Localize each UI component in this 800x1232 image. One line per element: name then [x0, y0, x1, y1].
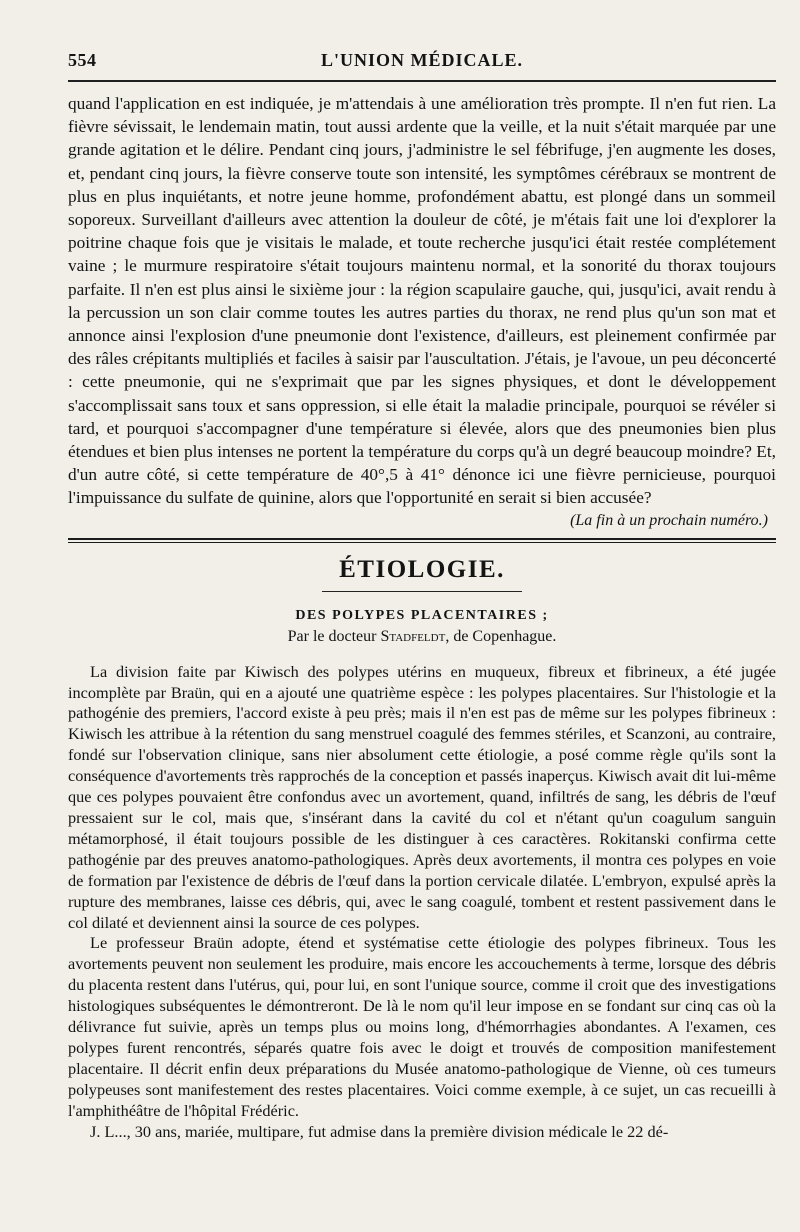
article-paragraph-2: Le professeur Braün adopte, étend et systématise cette étiologie des polypes fibrineux. Tous les avortements peuvent non seulement les produire, mais encore les accouchements à terme, lorsque des débris du placenta restent dans l'utérus, qui, pour lui, en sont l'unique source, comme il croit que des investigations histologiques subséquentes le démontreront. De là le nom qu'il leur impose en se fondant sur cinq cas où la délivrance fut suivie, après un temps plus ou moins long, d'hémorrhagies abondantes. A l'examen, ces polypes furent rencontrés, séparés quatre fois avec le doigt et trouvés de composition manifestement placentaire. Il décrit enfin deux préparations du Musée anatomo-pathologique de Vienne, où ces tumeurs polypeuses sont manifestement des restes placentaires. Voici comme exemple, à ce sujet, un cas recueilli à l'amphithéâtre de l'hôpital Frédéric. — [68, 933, 776, 1120]
article-paragraph-3: J. L..., 30 ans, mariée, multipare, fut admise dans la première division médicale le 22 dé- — [90, 1121, 669, 1141]
byline-author: Stadfeldt — [380, 627, 446, 645]
title-rule — [322, 591, 522, 592]
journal-title: L'UNION MÉDICALE. — [320, 50, 524, 70]
page-number: 554 — [68, 50, 97, 70]
article-byline — [68, 626, 776, 648]
section-divider — [68, 538, 776, 543]
running-head — [68, 42, 776, 80]
section-title: ÉTIOLOGIE. — [339, 555, 505, 583]
continuation-note: (La fin à un prochain numéro.) — [570, 511, 768, 529]
continued-article — [68, 92, 776, 510]
article-title: DES POLYPES PLACENTAIRES ; — [295, 607, 549, 623]
header-rule — [68, 80, 776, 82]
continued-paragraph: quand l'application en est indiquée, je m'attendais à une amélioration très prompte. Il n'en fut rien. La fièvre sévissait, le lendemain matin, tout aussi ardente que la veille, et la nuit s'était marquée par une grande agitation et le délire. Pendant cinq jours, j'administre le sel fébrifuge, j'en augmente les doses, et, pendant cinq jours, la fièvre conserve toute son intensité, les symptômes cérébraux se montrent de plus en plus inquiétants, et notre jeune homme, profondément abattu, est plongé dans un sommeil soporeux. Surveillant d'ailleurs avec attention la douleur de côté, je m'étais fait une loi d'explorer la poitrine chaque fois que je visitais le malade, et toute recherche jusqu'ici était restée complétement vaine ; le murmure respiratoire s'était toujours maintenu normal, et la sonorité du thorax toujours parfaite. Il n'en est plus ainsi le sixième jour : la région scapulaire gauche, qui, jusqu'ici, avait rendu à la percussion un son clair comme toutes les autres parties du thorax, ne rend plus qu'un son mat et annonce ainsi l'explosion d'une pneumonie dont l'existence, d'ailleurs, est pleinement confirmée par des râles crépitants multipliés et faciles à saisir par l'auscultation. J'étais, je l'avoue, un peu déconcerté : cette pneumonie, qui ne s'exprimait que par les signes physiques, et dont le développement s'accomplissait sans toux et sans oppression, si elle était la maladie principale, pourquoi se révéler si tard, et pourquoi s'accompagner d'une température si élevée, alors que des pneumonies bien plus étendues et bien plus intenses ne portent la température du corps qu'à un degré beaucoup moindre? Et, d'un autre côté, si cette température de 40°,5 à 41° dénonce ici une fièvre pernicieuse, pourquoi l'impuissance du sulfate de quinine, alors que l'opportunité en serait si bien accusée? — [68, 94, 776, 508]
byline-prefix: Par le docteur — [287, 627, 381, 645]
article-body — [68, 662, 776, 1143]
byline-suffix: , de Copenhague. — [445, 627, 557, 645]
article-paragraph-1: La division faite par Kiwisch des polypes utérins en muqueux, fibreux et fibrineux, a été jugée incomplète par Braün, qui en a ajouté une quatrième espèce : les polypes placentaires. Sur l'histologie et la pathogénie des premiers, l'accord existe à peu près; mais il n'en est pas de même sur les polypes fibrineux : Kiwisch les attribue à la rétention du sang menstruel coagulé des femmes stériles, et Scanzoni, au contraire, fondé sur l'observation clinique, sans nier absolument cette étiologie, a posé comme règle qu'ils sont la conséquence d'avortements très rapprochés de la conception et passés inaperçus. Kiwisch avait dit lui-même que ces polypes pouvaient être confondus avec un avortement, quand, infiltrés de sang, les débris de l'œuf pressaient sur le col, mais que, s'insérant dans la cavité du col et n'étant qu'un coagulum sanguin métamorphosé, il était toujours possible de les distinguer à ces caractères. Rokitanski confirma cette pathogénie par des preuves anatomo-pathologiques. Après deux avortements, il montra ces polypes en voie de formation par l'existence de débris de l'œuf dans la portion cervicale dilatée. L'embryon, expulsé après la rupture des membranes, laisse ces débris, qui, avec le sang coagulé, tombent et restent passivement dans le col dilaté et deviennent ainsi la source de ces polypes. — [68, 661, 776, 932]
